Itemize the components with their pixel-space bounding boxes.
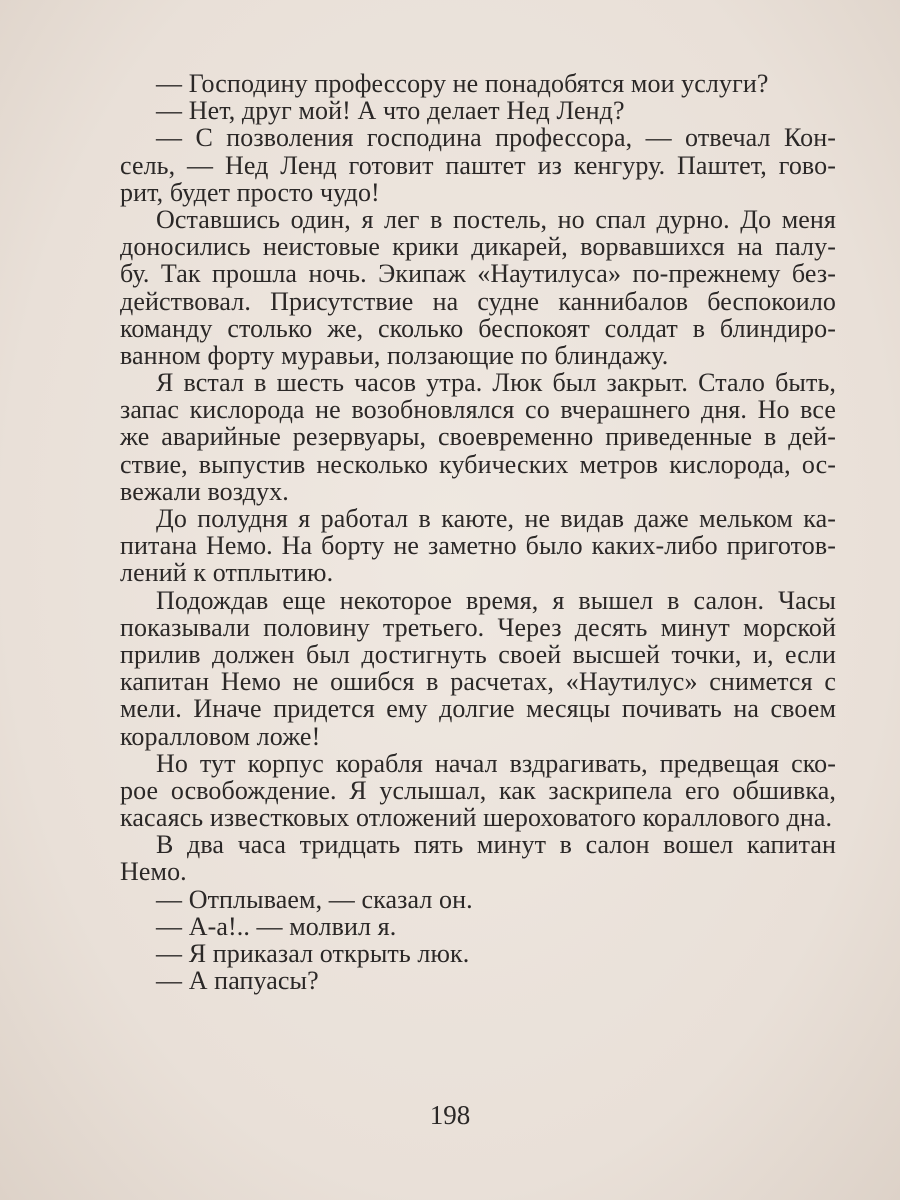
text-line: прилив должен был достигнуть своей высшей точки, и, если [120, 639, 836, 669]
paragraph [120, 831, 836, 885]
text-line: В два часа тридцать пять минут в салон вошел капитан [156, 830, 836, 860]
text-line: — Отплываем, — сказал он. [156, 884, 473, 914]
text-line: показывали половину третьего. Через десять минут морской [120, 612, 836, 642]
text-line: касаясь известковых отложений шероховатого кораллового дна. [120, 803, 833, 833]
text-line: Оставшись один, я лег в постель, но спал дурно. До меня [156, 204, 836, 234]
text-line: вежали воздух. [120, 476, 289, 506]
text-line: рит, будет просто чудо! [120, 177, 380, 207]
paragraph [120, 97, 836, 124]
text-line: капитан Немо не ошибся в расчетах, «Наутилус» снимется с [120, 667, 836, 697]
text-line: же аварийные резервуары, своевременно приведенные в дей- [120, 422, 836, 452]
text-line: мели. Иначе придется ему долгие месяцы почивать на своем [120, 694, 836, 724]
paragraph [120, 124, 836, 206]
text-line: питана Немо. На борту не заметно было каких-либо приготов- [120, 531, 836, 561]
text-line: — С позволения господина профессора, — отвечал Кон- [156, 123, 836, 153]
text-line: — Нет, друг мой! А что делает Нед Ленд? [156, 96, 625, 126]
paragraph [120, 940, 836, 967]
paragraph [120, 913, 836, 940]
paragraph [120, 750, 836, 832]
text-line: рое освобождение. Я услышал, как заскрипела его обшивка, [120, 775, 836, 805]
text-line: — Я приказал открыть люк. [156, 939, 470, 968]
text-line: — А папуасы? [156, 966, 319, 996]
paragraph [120, 369, 836, 505]
text-line: действовал. Присутствие на судне каннибалов беспокоило [120, 286, 836, 316]
text-line: ванном форту муравьи, ползающие по блиндажу. [120, 340, 669, 370]
text-line: Подождав еще некоторое время, я вышел в салон. Часы [156, 585, 836, 615]
text-line: ствие, выпустив несколько кубических метров кислорода, ос- [120, 449, 836, 479]
text-line: лений к отплытию. [120, 558, 334, 588]
paragraph [120, 967, 836, 994]
text-line: — А-а!.. — молвил я. [156, 911, 397, 941]
text-line: Но тут корпус корабля начал вздрагивать, предвещая ско- [156, 748, 836, 778]
paragraph [120, 587, 836, 750]
text-line: До полудня я работал в каюте, не видав даже мельком ка- [156, 504, 836, 533]
text-line: запас кислорода не возобновлялся со вчерашнего дня. Но все [120, 395, 836, 425]
text-line: коралловом ложе! [120, 721, 321, 751]
text-line: доносились неистовые крики дикарей, ворвавшихся на палу- [120, 232, 836, 262]
page-number: 198 [429, 1100, 471, 1130]
text-line: сель, — Нед Ленд готовит паштет из кенгуру. Паштет, гово- [120, 150, 836, 180]
text-line: бу. Так прошла ночь. Экипаж «Наутилуса» по-прежнему без- [120, 259, 836, 289]
paragraph [120, 886, 836, 913]
body-text [120, 70, 836, 994]
paragraph [120, 206, 836, 369]
text-line: — Господину профессору не понадобятся мои услуги? [156, 69, 769, 98]
paragraph [120, 70, 836, 97]
paragraph [120, 505, 836, 587]
text-line: команду столько же, сколько беспокоят солдат в блиндиро- [120, 313, 836, 343]
text-line: Немо. [120, 857, 187, 887]
text-line: Я встал в шесть часов утра. Люк был закрыт. Стало быть, [156, 368, 836, 398]
